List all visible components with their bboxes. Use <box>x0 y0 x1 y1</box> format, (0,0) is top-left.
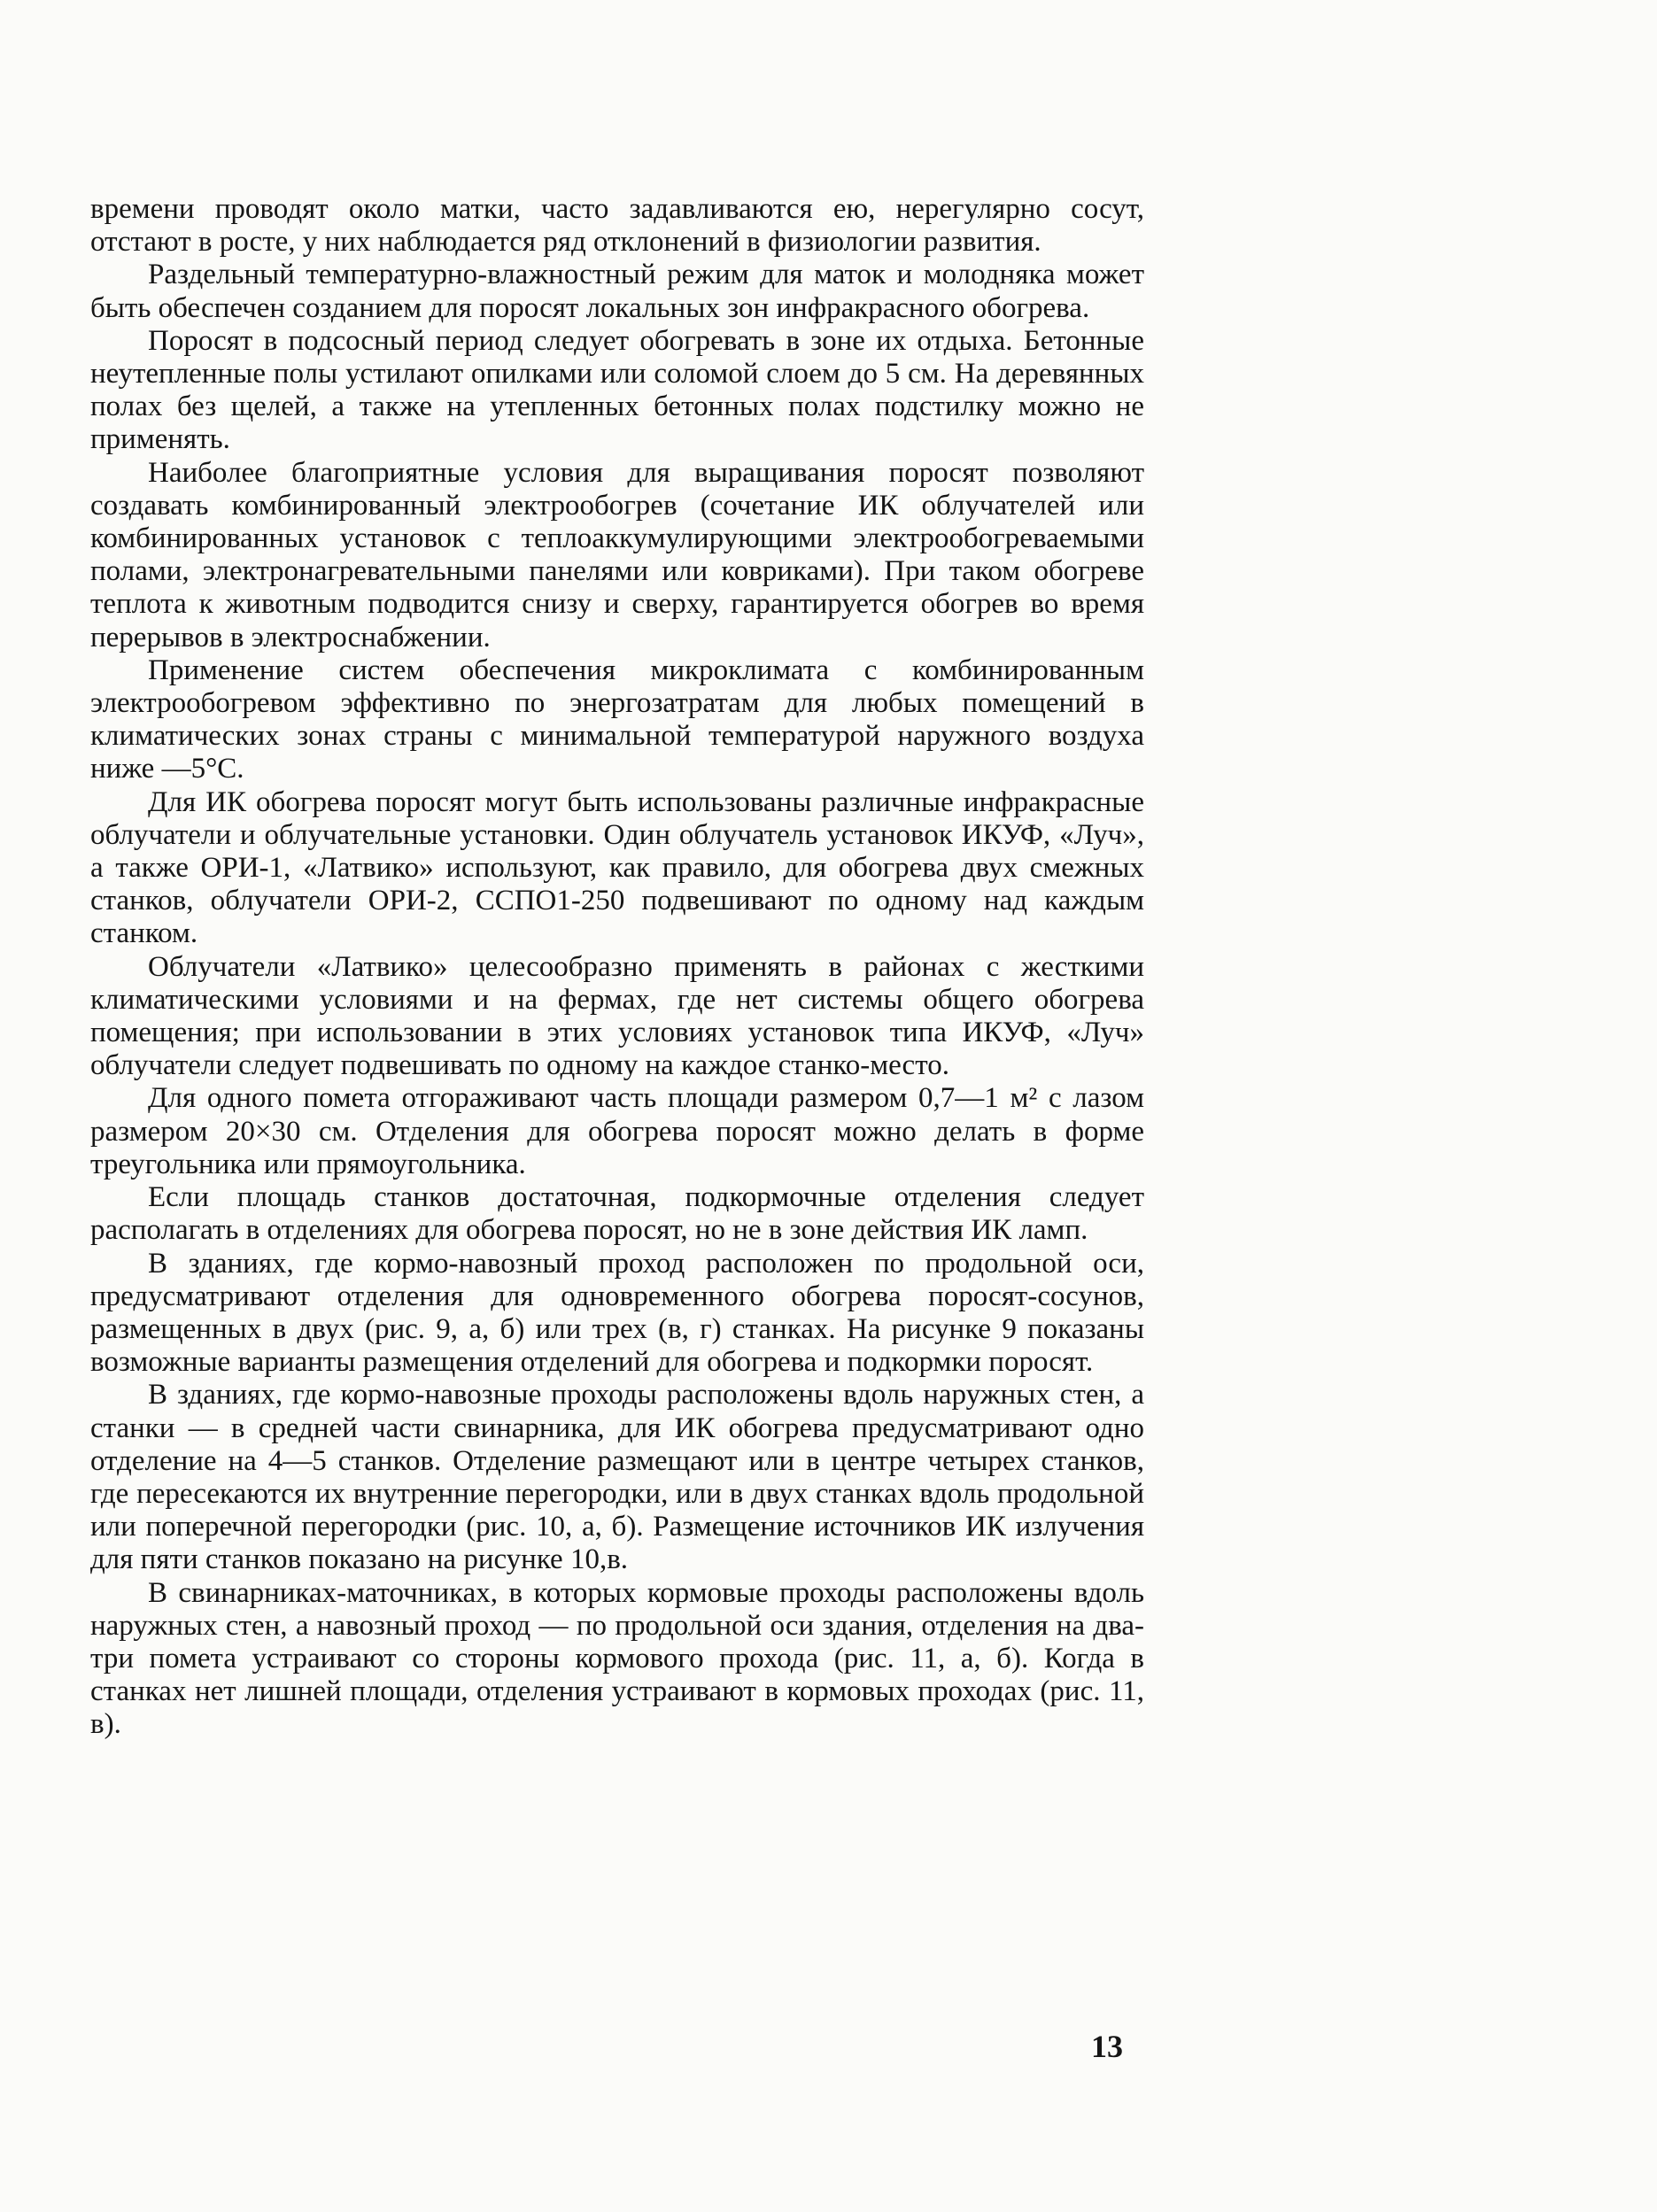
paragraph-1: времени проводят около матки, часто задавливаются ею, нерегулярно сосут, отстают в росте, у них наблюдается ряд отклонений в физиологии развития. <box>90 193 1144 259</box>
paragraph-7: Облучатели «Латвико» целесообразно применять в районах с жесткими климатическими условиями и на фермах, где нет системы общего обогрева помещения; при использовании в этих условиях установок типа ИКУФ, «Луч» облучатели следует подвешивать по одному на каждое станко-место. <box>90 950 1144 1082</box>
paragraph-8: Для одного помета отгораживают часть площади размером 0,7—1 м² с лазом размером 20×30 см. Отделения для обогрева поросят можно делать в форме треугольника или прямоугольника. <box>90 1082 1144 1180</box>
page-number: 13 <box>1091 2029 1123 2064</box>
body-text <box>90 193 1144 1742</box>
paragraph-4: Наиболее благоприятные условия для выращивания поросят позволяют создавать комбинированный электрообогрев (сочетание ИК облучателей или комбинированных установок с теплоаккумулирующими электрообогреваемыми полами, электронагревательными панелями или ковриками). При таком обогреве теплота к животным подводится снизу и сверху, гарантируется обогрев во время перерывов в электроснабжении. <box>90 456 1144 654</box>
paragraph-9: Если площадь станков достаточная, подкормочные отделения следует располагать в отделениях для обогрева поросят, но не в зоне действия ИК ламп. <box>90 1181 1144 1247</box>
paragraph-10: В зданиях, где кормо-навозный проход расположен по продольной оси, предусматривают отделения для одновременного обогрева поросят-сосунов, размещенных в двух (рис. 9, а, б) или трех (в, г) станках. На рисунке 9 показаны возможные варианты размещения отделений для обогрева и подкормки поросят. <box>90 1247 1144 1379</box>
paragraph-12: В свинарниках-маточниках, в которых кормовые проходы расположены вдоль наружных стен, а навозный проход — по продольной оси здания, отделения на два-три помета устраивают со стороны кормового прохода (рис. 11, а, б). Когда в станках нет лишней площади, отделения устраивают в кормовых проходах (рис. 11, в). <box>90 1576 1144 1741</box>
paragraph-2: Раздельный температурно-влажностный режим для маток и молодняка может быть обеспечен созданием для поросят локальных зон инфракрасного обогрева. <box>90 259 1144 324</box>
paragraph-11: В зданиях, где кормо-навозные проходы расположены вдоль наружных стен, а станки — в средней части свинарника, для ИК обогрева предусматривают одно отделение на 4—5 станков. Отделение размещают или в центре четырех станков, где пересекаются их внутренние перегородки, или в двух станках вдоль продольной или поперечной перегородки (рис. 10, а, б). Размещение источников ИК излучения для пяти станков показано на рисунке 10,в. <box>90 1379 1144 1576</box>
paragraph-3: Поросят в подсосный период следует обогревать в зоне их отдыха. Бетонные неутепленные полы устилают опилками или соломой слоем до 5 см. На деревянных полах без щелей, а также на утепленных бетонных полах подстилку можно не применять. <box>90 324 1144 456</box>
paragraph-5: Применение систем обеспечения микроклимата с комбинированным электрообогревом эффективно по энергозатратам для любых помещений в климатических зонах страны с минимальной температурой наружного воздуха ниже —5°С. <box>90 654 1144 785</box>
paragraph-6: Для ИК обогрева поросят могут быть использованы различные инфракрасные облучатели и облучательные установки. Один облучатель установок ИКУФ, «Луч», а также ОРИ-1, «Латвико» используют, как правило, для обогрева двух смежных станков, облучатели ОРИ-2, ССПО1-250 подвешивают по одному над каждым станком. <box>90 785 1144 950</box>
